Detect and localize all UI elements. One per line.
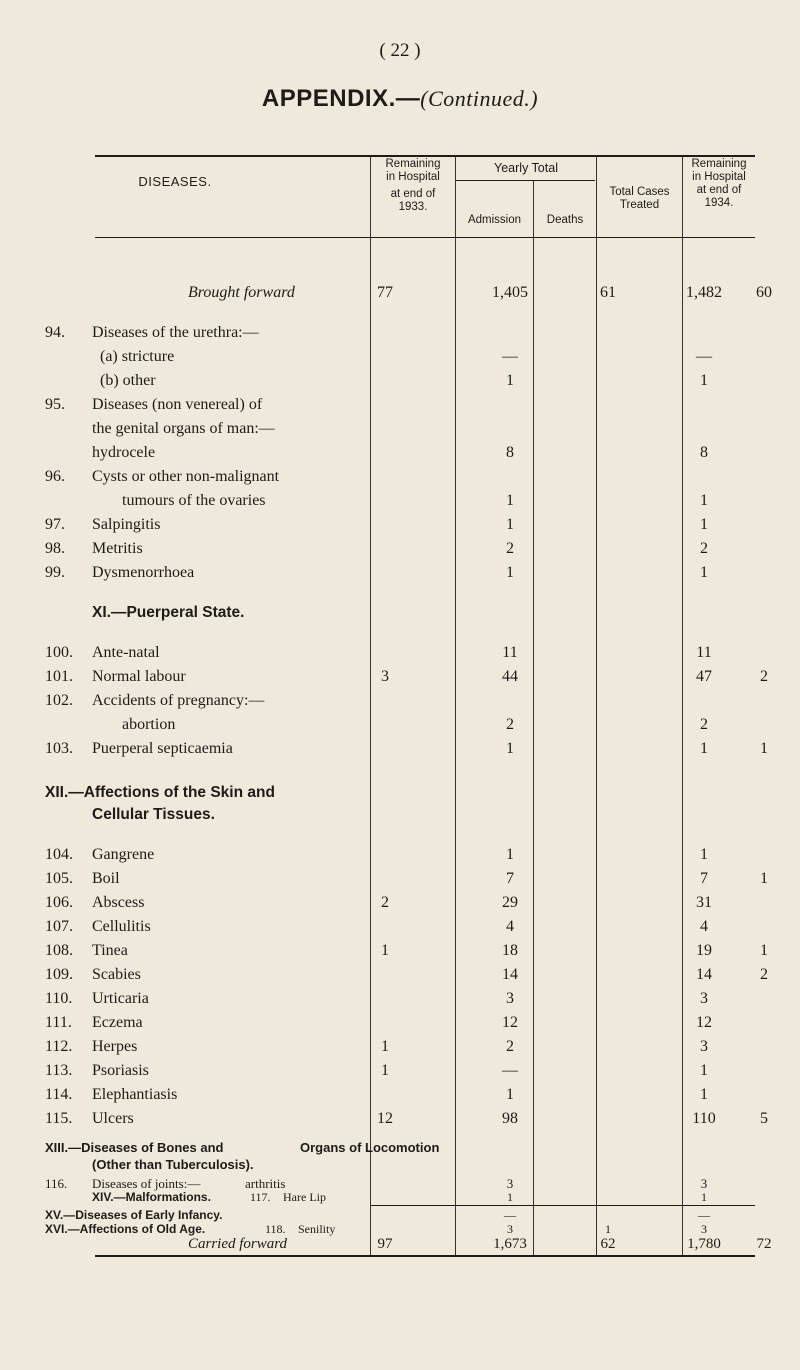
header-remaining-start-line3: at end of — [390, 188, 436, 200]
cell-remaining-end: 2 — [760, 966, 768, 983]
table-row — [0, 516, 800, 540]
cell-admission: 2 — [506, 716, 514, 733]
cell-remaining: 1 — [381, 1038, 389, 1055]
section-heading: XIV.—Malformations. — [92, 1190, 211, 1204]
cell-total: — — [696, 348, 712, 365]
row-number: 94. — [45, 324, 65, 341]
row-number: 114. — [45, 1086, 73, 1103]
row-label: Diseases of the urethra:— — [92, 324, 259, 341]
cell-total: 1 — [700, 1062, 708, 1079]
row-number: 105. — [45, 870, 73, 887]
row-number: 111. — [45, 1014, 72, 1031]
cell-total: 3 — [701, 1222, 707, 1236]
header-remaining-end — [683, 158, 755, 210]
cell-admission: — — [504, 1208, 516, 1222]
table-row — [0, 468, 800, 492]
table-row — [0, 644, 800, 668]
row-number: 110. — [45, 990, 73, 1007]
cell-total: 110 — [692, 1110, 716, 1127]
row-label: Diseases of joints:— — [92, 1176, 201, 1191]
table-row — [0, 1222, 800, 1236]
cell-total: 1 — [701, 1190, 707, 1204]
cell-total: 14 — [696, 966, 712, 983]
cell-admission: 1 — [506, 846, 514, 863]
cell-total: 1 — [700, 492, 708, 509]
cell-remaining: 1 — [381, 1062, 389, 1079]
section-heading: XIII.—Diseases of Bones and — [45, 1140, 224, 1155]
row-label: tumours of the ovaries — [122, 492, 266, 509]
table-row — [0, 420, 800, 444]
table-row — [0, 692, 800, 716]
cell-total: 1 — [700, 740, 708, 757]
row-number: 108. — [45, 942, 73, 959]
table-row — [0, 894, 800, 918]
row-label: hydrocele — [92, 444, 156, 461]
cell-total: 3 — [700, 1176, 708, 1191]
cell-deaths: 62 — [600, 1236, 616, 1252]
carried-forward-top-rule — [370, 1205, 755, 1206]
row-number: 112. — [45, 1038, 73, 1055]
table-row — [0, 1190, 800, 1204]
cell-admission: 44 — [502, 668, 518, 685]
cell-total: 7 — [700, 870, 708, 887]
table-row — [0, 1208, 800, 1222]
cell-total: 1 — [700, 846, 708, 863]
cell-admission: 1 — [506, 372, 514, 389]
cell-total: 2 — [700, 716, 708, 733]
cell-remaining: 3 — [381, 668, 389, 685]
cell-admission: 18 — [502, 942, 518, 959]
table-row — [0, 540, 800, 564]
section-heading: XVI.—Affections of Old Age. — [45, 1222, 206, 1236]
row-label: (b) other — [100, 372, 156, 389]
row-number: 100. — [45, 644, 73, 661]
row-number: 99. — [45, 564, 65, 581]
yearly-total-rule — [455, 180, 595, 181]
table-row — [0, 990, 800, 1014]
row-label: Puerperal septicaemia — [92, 740, 233, 757]
row-label: Abscess — [92, 894, 145, 911]
row-number: 96. — [45, 468, 65, 485]
row-number: 115. — [45, 1110, 73, 1127]
row-label: Tinea — [92, 942, 128, 959]
row-label: the genital organs of man:— — [92, 420, 275, 437]
row-label: Dysmenorrhoea — [92, 564, 195, 581]
cell-total: 11 — [696, 644, 712, 661]
row-number: 117. — [250, 1190, 271, 1204]
table-row — [0, 1086, 800, 1110]
cell-total: 1,482 — [686, 284, 722, 301]
cell-total: 31 — [696, 894, 712, 911]
cell-admission: 11 — [502, 644, 518, 661]
cell-deaths: 1 — [605, 1222, 611, 1236]
header-remaining-end-line1: Remaining — [691, 158, 747, 170]
header-total-cases-line2: Treated — [619, 199, 660, 211]
page-title — [0, 85, 800, 113]
table-row — [0, 1062, 800, 1086]
cell-remaining-end: 72 — [756, 1236, 772, 1252]
table-row — [0, 348, 800, 372]
cell-admission: 3 — [506, 1176, 514, 1191]
header-diseases: DISEASES. — [138, 174, 212, 189]
header-remaining-start-line2: in Hospital — [386, 171, 440, 183]
header-total-cases-line1: Total Cases — [609, 186, 670, 198]
cell-admission: — — [502, 348, 518, 365]
cell-remaining-end: 1 — [760, 870, 768, 887]
row-number: 104. — [45, 846, 73, 863]
cell-admission: 4 — [506, 918, 514, 935]
cell-admission: 1,673 — [493, 1236, 527, 1252]
section-heading-cont: (Other than Tuberculosis). — [92, 1157, 254, 1172]
cell-remaining: 2 — [381, 894, 389, 911]
cell-total: 4 — [700, 918, 708, 935]
row-number: 109. — [45, 966, 73, 983]
header-remaining-start-line4: 1933. — [398, 201, 428, 213]
table-row — [0, 870, 800, 894]
cell-admission: 3 — [506, 990, 514, 1007]
row-number: 106. — [45, 894, 73, 911]
cell-admission: 1 — [506, 740, 514, 757]
cell-admission: 2 — [506, 1038, 514, 1055]
row-label: Ante-natal — [92, 644, 160, 661]
row-label: Accidents of pregnancy:— — [92, 692, 265, 709]
row-label: Scabies — [92, 966, 141, 983]
cell-total: 1 — [700, 372, 708, 389]
header-yearly-total: Yearly Total — [494, 161, 558, 175]
row-label: Cysts or other non-malignant — [92, 468, 280, 485]
cell-admission: 29 — [502, 894, 518, 911]
cell-admission: 98 — [502, 1110, 518, 1127]
section-heading-cont: Cellular Tissues. — [92, 806, 215, 823]
cell-total: — — [698, 1208, 710, 1222]
row-label: Psoriasis — [92, 1062, 149, 1079]
page-number: ( 22 ) — [379, 40, 421, 61]
row-label: (a) stricture — [100, 348, 175, 365]
cell-remaining-end: 1 — [760, 942, 768, 959]
header-remaining-end-line4: 1934. — [704, 197, 734, 209]
header-remaining-start-line1: Remaining — [385, 158, 441, 170]
row-label: Diseases (non venereal) of — [92, 396, 263, 413]
cell-total: 1 — [700, 1086, 708, 1103]
table-row — [0, 966, 800, 990]
cell-remaining-end: 1 — [760, 740, 768, 757]
cell-admission: 3 — [507, 1222, 513, 1236]
section-heading: XI.—Puerperal State. — [92, 604, 245, 621]
table-row — [0, 1038, 800, 1062]
row-label: Gangrene — [92, 846, 155, 863]
section-heading: XV.—Diseases of Early Infancy. — [45, 1208, 223, 1222]
cell-total: 47 — [696, 668, 712, 685]
cell-admission: 7 — [506, 870, 514, 887]
row-label: Normal labour — [92, 668, 186, 685]
row-number: 95. — [45, 396, 65, 413]
table-row — [0, 716, 800, 740]
cell-admission: 1 — [506, 1086, 514, 1103]
cell-total: 8 — [700, 444, 708, 461]
cell-admission: 1 — [506, 564, 514, 581]
header-bottom-rule — [95, 237, 755, 238]
row-number: 107. — [45, 918, 73, 935]
cell-admission: 1 — [507, 1190, 513, 1204]
header-admission: Admission — [467, 214, 522, 226]
header-total-cases — [597, 186, 682, 212]
cell-total: 12 — [696, 1014, 712, 1031]
cell-remaining: 77 — [377, 284, 393, 301]
cell-remaining-end: 60 — [756, 284, 772, 301]
section-heading: XII.—Affections of the Skin and — [45, 784, 275, 801]
cell-admission: 12 — [502, 1014, 518, 1031]
cell-remaining: 12 — [377, 1110, 393, 1127]
row-number: 116. — [45, 1176, 68, 1191]
table-top-rule — [95, 155, 755, 157]
table-row — [0, 668, 800, 692]
cell-admission: 2 — [506, 540, 514, 557]
cell-admission: 8 — [506, 444, 514, 461]
cell-total: 19 — [696, 942, 712, 959]
row-label: Salpingitis — [92, 516, 161, 533]
cell-total: 3 — [700, 1038, 708, 1055]
cell-admission: 14 — [502, 966, 518, 983]
table-row — [0, 942, 800, 966]
row-label: abortion — [122, 716, 176, 733]
cell-total: 1 — [700, 564, 708, 581]
table-row — [0, 1014, 800, 1038]
header-deaths: Deaths — [546, 214, 584, 226]
table-row — [0, 846, 800, 870]
title-continued: (Continued.) — [420, 86, 539, 111]
cell-remaining: 97 — [377, 1236, 393, 1252]
cell-total: 1 — [700, 516, 708, 533]
table-row — [0, 1110, 800, 1134]
row-label: Hare Lip — [283, 1190, 326, 1204]
row-number: 113. — [45, 1062, 73, 1079]
table-row — [0, 918, 800, 942]
table-bottom-rule — [95, 1255, 755, 1257]
table-row — [0, 396, 800, 420]
table-row — [0, 740, 800, 764]
carried-forward-row — [0, 1236, 800, 1254]
carried-forward-label: Carried forward — [188, 1236, 288, 1252]
row-label: Senility — [298, 1222, 336, 1236]
brought-forward-row — [0, 284, 800, 308]
row-label: Cellulitis — [92, 918, 151, 935]
section-heading-cont: Organs of Locomotion — [300, 1140, 440, 1155]
cell-remaining: 1 — [381, 942, 389, 959]
row-number: 102. — [45, 692, 73, 709]
brought-forward-label: Brought forward — [188, 284, 295, 301]
title-main: APPENDIX.— — [261, 85, 421, 112]
row-label: Ulcers — [92, 1110, 134, 1127]
table-row — [0, 564, 800, 588]
table-row — [0, 444, 800, 468]
row-label: arthritis — [245, 1176, 286, 1191]
cell-total: 1,780 — [687, 1236, 721, 1252]
table-row — [0, 492, 800, 516]
row-label: Herpes — [92, 1038, 138, 1055]
header-remaining-start — [372, 158, 454, 214]
row-number: 98. — [45, 540, 65, 557]
cell-total: 2 — [700, 540, 708, 557]
cell-admission: 1 — [506, 492, 514, 509]
cell-deaths: 61 — [600, 284, 616, 301]
cell-admission: 1,405 — [492, 284, 528, 301]
table-row — [0, 324, 800, 348]
row-label: Urticaria — [92, 990, 149, 1007]
row-label: Eczema — [92, 1014, 143, 1031]
cell-remaining-end: 5 — [760, 1110, 768, 1127]
row-number: 101. — [45, 668, 73, 685]
row-number: 97. — [45, 516, 65, 533]
table-row — [0, 372, 800, 396]
row-number: 118. — [265, 1222, 286, 1236]
header-remaining-end-line3: at end of — [696, 184, 742, 196]
cell-admission: 1 — [506, 516, 514, 533]
row-label: Metritis — [92, 540, 143, 557]
header-remaining-end-line2: in Hospital — [692, 171, 746, 183]
cell-admission: — — [502, 1062, 518, 1079]
cell-total: 3 — [700, 990, 708, 1007]
row-label: Boil — [92, 870, 120, 887]
row-number: 103. — [45, 740, 73, 757]
cell-remaining-end: 2 — [760, 668, 768, 685]
row-label: Elephantiasis — [92, 1086, 178, 1103]
